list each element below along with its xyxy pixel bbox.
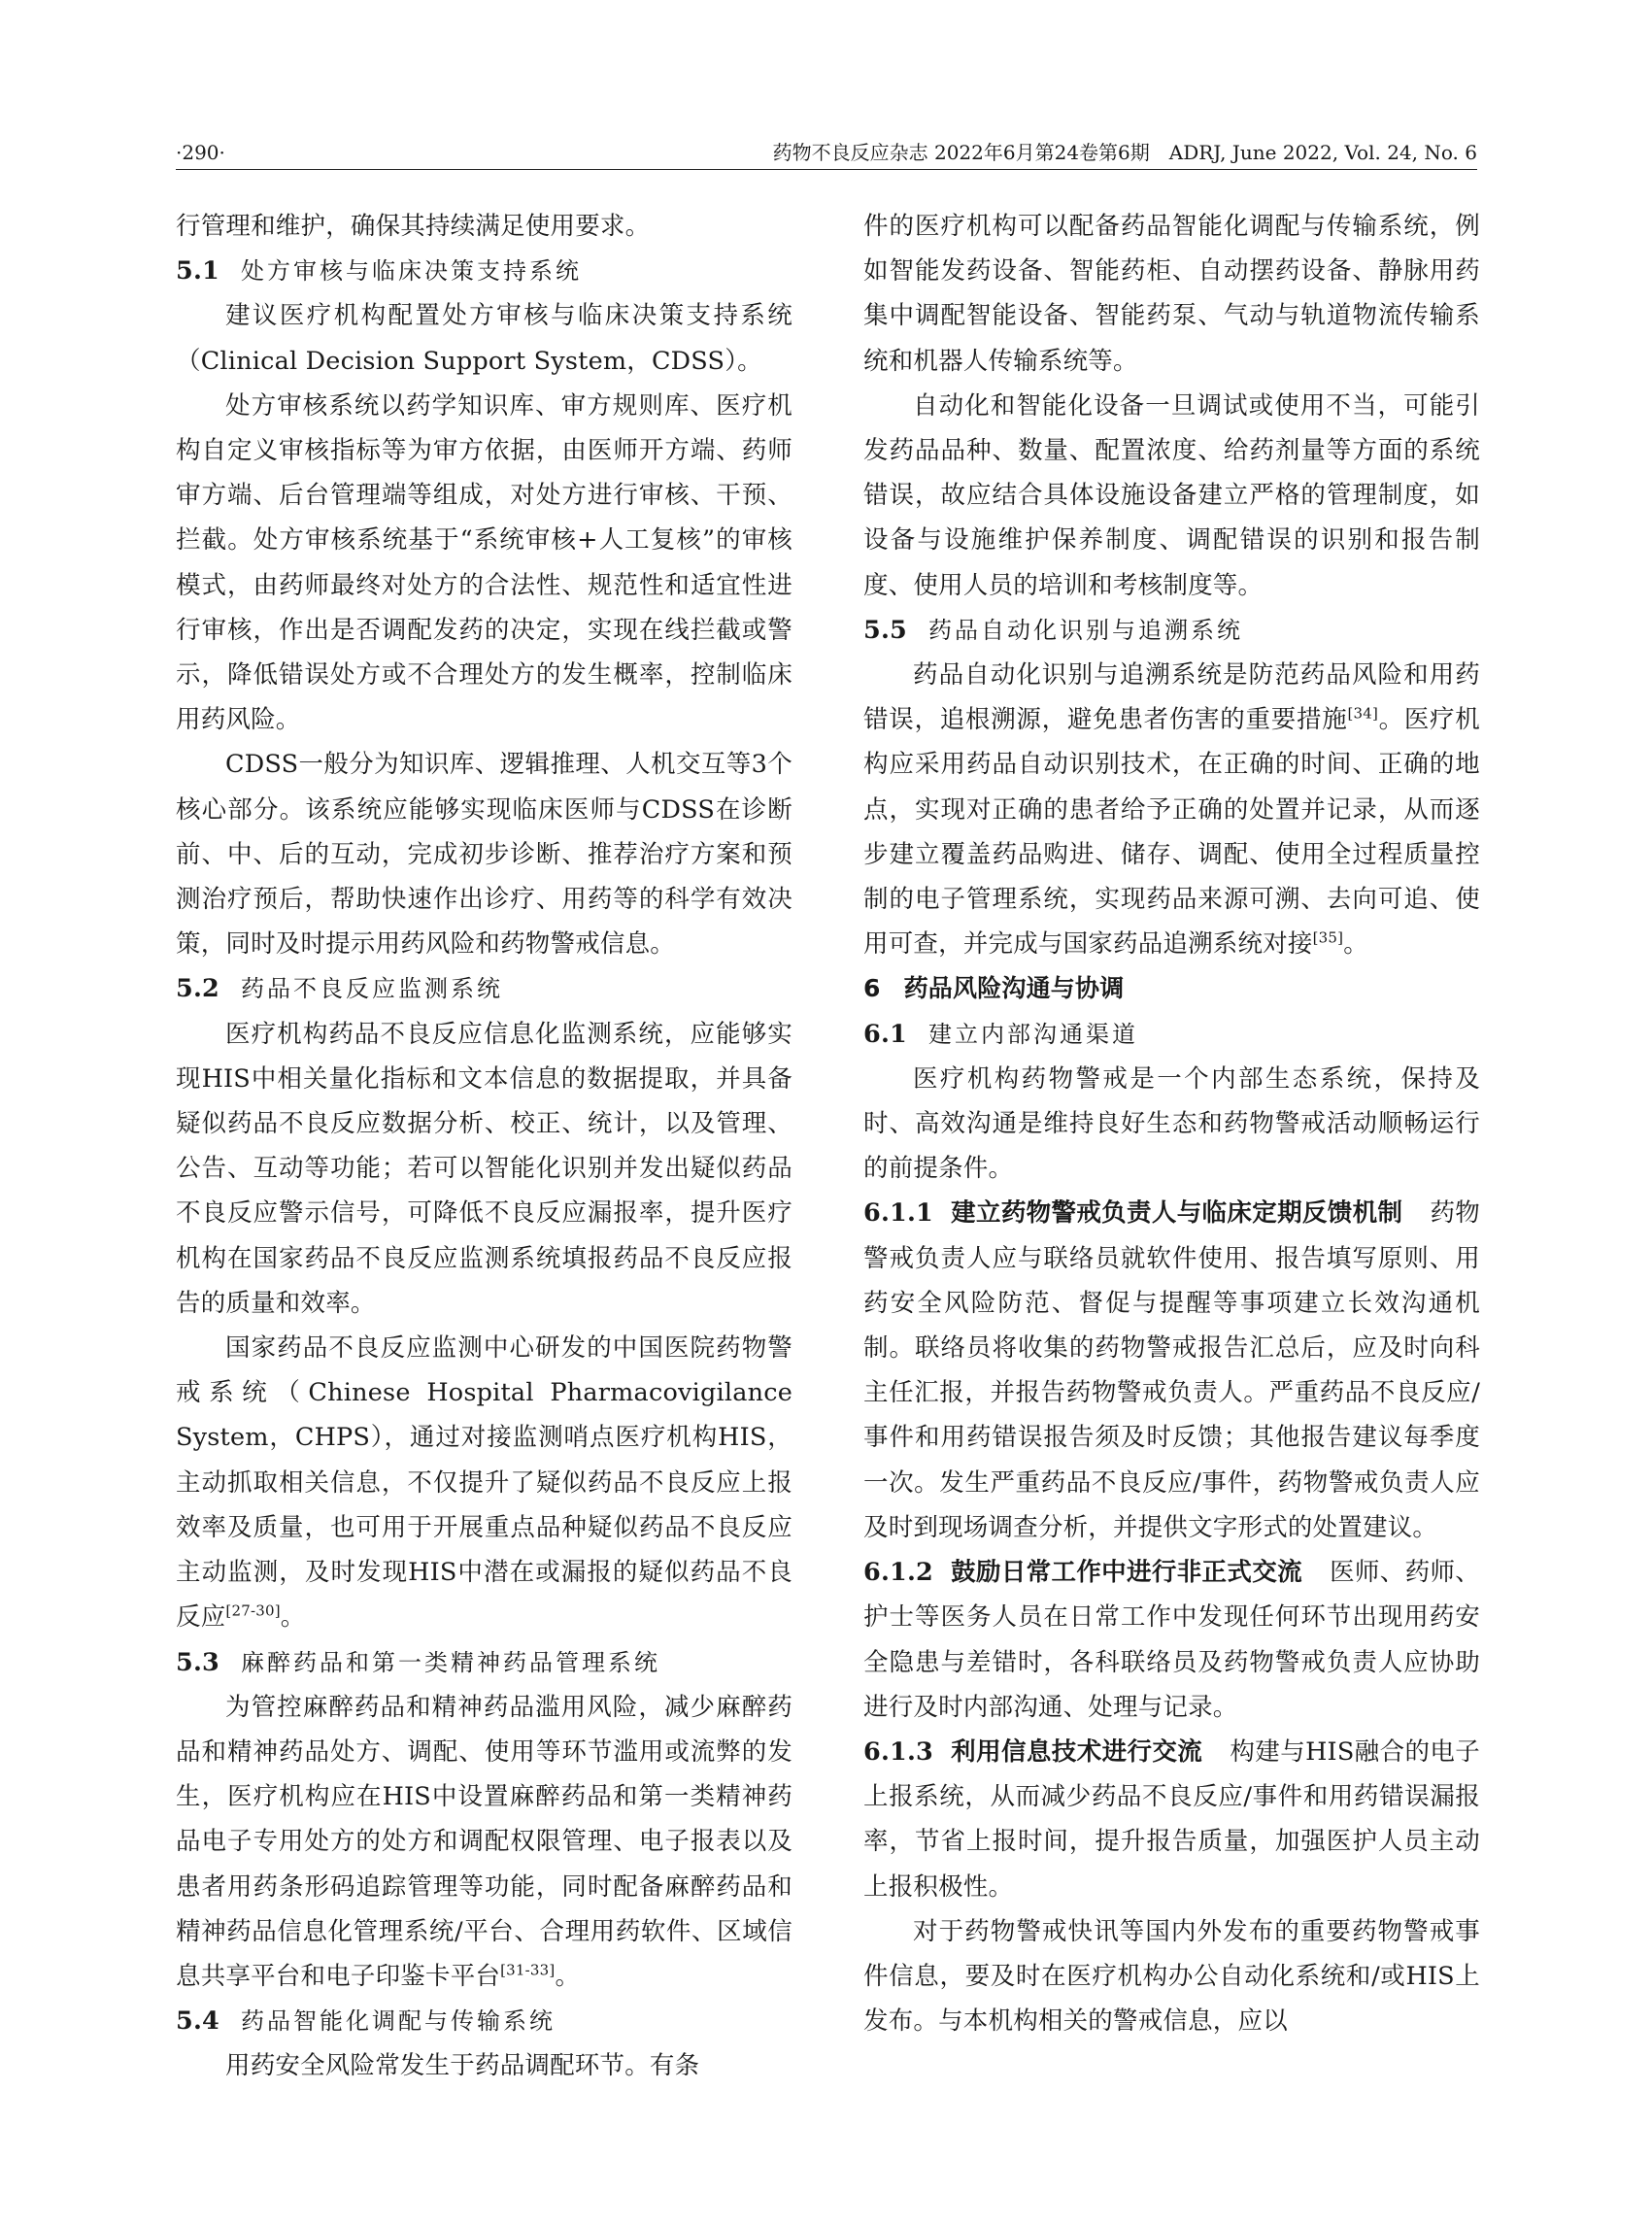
journal-citation: 药物不良反应杂志 2022年6月第24卷第6期 ADRJ, June 2022, Vol. 24, No. 6 <box>772 141 1477 164</box>
section-title: 药品智能化调配与传输系统 <box>240 2007 556 2036</box>
subsection-6-1-1 <box>863 1191 1480 1550</box>
section-number: 6 <box>863 974 881 1003</box>
running-header <box>176 136 1477 170</box>
paragraph: 医疗机构药物警戒是一个内部生态系统，保持及时、高效沟通是维持良好生态和药物警戒活动顺畅运行的前提条件。 <box>863 1063 1480 1184</box>
section-heading-5-4 <box>176 1999 792 2043</box>
paragraph-end: 。 <box>555 1961 581 1991</box>
paragraph-text: 。医疗机构应采用药品自动识别技术，在正确的时间、正确的地点，实现对正确的患者给予正确的处置并记录，从而逐步建立覆盖药品购进、储存、调配、使用全过程质量控制的电子管理系统，实现药品来源可溯、去向可追、使用可查，并完成与国家药品追溯系统对接 <box>863 705 1480 960</box>
paragraph: 医疗机构药品不良反应信息化监测系统，应能够实现HIS中相关量化指标和文本信息的数据提取，并具备疑似药品不良反应数据分析、校正、统计，以及管理、公告、互动等功能；若可以智能化识别并发出疑似药品不良反应警示信号，可降低不良反应漏报率，提升医疗机构在国家药品不良反应监测系统填报药品不良反应报告的质量和效率。 <box>176 1019 792 1318</box>
section-heading-5-2 <box>176 966 792 1011</box>
citation-ref: [27-30] <box>225 1601 281 1620</box>
paragraph-end: 。 <box>280 1602 306 1633</box>
section-number: 6.1 <box>863 1019 907 1049</box>
paragraph <box>863 653 1480 966</box>
paragraph-end: 。 <box>1343 929 1368 960</box>
paragraph: 自动化和智能化设备一旦调试或使用不当，可能引发药品品种、数量、配置浓度、给药剂量等方面的系统错误，故应结合具体设施设备建立严格的管理制度，如设备与设施维护保养制度、调配错误的识别和报告制度、使用人员的培训和考核制度等。 <box>863 390 1480 600</box>
citation-ref: [31-33] <box>500 1961 556 1979</box>
subsection-text: 药物警戒负责人应与联络员就软件使用、报告填写原则、用药安全风险防范、督促与提醒等事项建立长效沟通机制。联络员将收集的药物警戒报告汇总后，应及时向科主任汇报，并报告药物警戒负责人。严重药品不良反应/事件和用药错误报告须及时反馈；其他报告建议每季度一次。发生严重药品不良反应/事件，药物警戒负责人应及时到现场调查分析，并提供文字形式的处置建议。 <box>863 1198 1480 1542</box>
subsection-number: 6.1.2 <box>863 1558 933 1588</box>
paragraph: 对于药物警戒快讯等国内外发布的重要药物警戒事件信息，要及时在医疗机构办公自动化系统和/或HIS上发布。与本机构相关的警戒信息，应以 <box>863 1916 1480 2037</box>
citation-ref: [35] <box>1312 928 1344 947</box>
paragraph-text: 国家药品不良反应监测中心研发的中国医院药物警戒系统（Chinese Hospital Pharmacovigilance System，CHPS），通过对接监测哨点医疗机构HIS，主动抓取相关信息，不仅提升了疑似药品不良反应上报效率及质量，也可用于开展重点品种疑似药品不良反应主动监测，及时发现HIS中潜在或漏报的疑似药品不良反应 <box>176 1333 792 1633</box>
paragraph: 处方审核系统以药学知识库、审方规则库、医疗机构自定义审核指标等为审方依据，由医师开方端、药师审方端、后台管理端等组成，对处方进行审核、干预、拦截。处方审核系统基于“系统审核+人工复核”的审核模式，由药师最终对处方的合法性、规范性和适宜性进行审核，作出是否调配发药的决定，实现在线拦截或警示，降低错误处方或不合理处方的发生概率，控制临床用药风险。 <box>176 390 792 735</box>
paragraph-text: 药品自动化识别与追溯系统是防范药品风险和用药错误，追根溯源，避免患者伤害的重要措施 <box>863 660 1480 735</box>
subsection-title: 利用信息技术进行交流 <box>950 1736 1203 1767</box>
page-number: ·290· <box>176 141 225 164</box>
paragraph-text: 为管控麻醉药品和精神药品滥用风险，减少麻醉药品和精神药品处方、调配、使用等环节滥用或流弊的发生，医疗机构应在HIS中设置麻醉药品和第一类精神药品电子专用处方的处方和调配权限管理、电子报表以及患者用药条形码追踪管理等功能，同时配备麻醉药品和精神药品信息化管理系统/平台、合理用药软件、区域信息共享平台和电子印鉴卡平台 <box>176 1692 792 1991</box>
section-heading-5-1 <box>176 249 792 293</box>
subsection-text: 构建与HIS融合的电子上报系统，从而减少药品不良反应/事件和用药错误漏报率，节省上报时间，提升报告质量，加强医护人员主动上报积极性。 <box>863 1736 1480 1902</box>
subsection-head <box>863 1198 1402 1228</box>
subsection-text: 医师、药师、护士等医务人员在日常工作中发现任何环节出现用药安全隐患与差错时，各科联络员及药物警戒负责人应协助进行及时内部沟通、处理与记录。 <box>863 1558 1480 1722</box>
subsection-number: 6.1.3 <box>863 1736 933 1767</box>
paragraph: 行管理和维护，确保其持续满足使用要求。 <box>176 212 651 241</box>
subsection-6-1-3 <box>863 1730 1480 1909</box>
subsection-number: 6.1.1 <box>863 1198 933 1229</box>
left-column <box>176 204 792 2089</box>
section-heading-6 <box>863 966 1480 1011</box>
citation-ref: [34] <box>1347 704 1379 723</box>
paragraph: 建议医疗机构配置处方审核与临床决策支持系统（Clinical Decision Support System，CDSS）。 <box>176 301 792 376</box>
paragraph: 件的医疗机构可以配备药品智能化调配与传输系统，例如智能发药设备、智能药柜、自动摆药设备、静脉用药集中调配智能设备、智能药泵、气动与轨道物流传输系统和机器人传输系统等。 <box>863 212 1480 376</box>
section-title: 药品不良反应监测系统 <box>240 975 503 1003</box>
subsection-head <box>863 1737 1202 1767</box>
paragraph <box>176 1326 792 1639</box>
section-heading-6-1 <box>863 1012 1480 1057</box>
subsection-title: 鼓励日常工作中进行非正式交流 <box>950 1558 1302 1588</box>
paragraph: 用药安全风险常发生于药品调配环节。有条 <box>225 2051 700 2081</box>
paragraph <box>176 1685 792 1999</box>
section-number: 5.2 <box>176 974 219 1004</box>
section-title: 药品风险沟通与协调 <box>903 974 1125 1003</box>
paragraph: CDSS一般分为知识库、逻辑推理、人机交互等3个核心部分。该系统应能够实现临床医师与CDSS在诊断前、中、后的互动，完成初步诊断、推荐治疗方案和预测治疗预后，帮助快速作出诊疗、用药等的科学有效决策，同时及时提示用药风险和药物警戒信息。 <box>176 750 792 960</box>
section-heading-5-3 <box>176 1640 792 1685</box>
section-number: 5.3 <box>176 1647 219 1677</box>
section-number: 5.1 <box>176 256 219 287</box>
subsection-6-1-2 <box>863 1550 1480 1730</box>
right-column <box>863 204 1480 2043</box>
subsection-head <box>863 1558 1302 1587</box>
section-heading-5-5 <box>863 608 1480 653</box>
section-number: 5.4 <box>176 2006 219 2037</box>
section-title: 建立内部沟通渠道 <box>927 1020 1138 1048</box>
section-title: 处方审核与临床决策支持系统 <box>240 257 582 286</box>
subsection-title: 建立药物警戒负责人与临床定期反馈机制 <box>950 1198 1403 1229</box>
section-title: 药品自动化识别与追溯系统 <box>927 616 1243 644</box>
section-number: 5.5 <box>863 615 907 645</box>
section-title: 麻醉药品和第一类精神药品管理系统 <box>240 1648 660 1676</box>
